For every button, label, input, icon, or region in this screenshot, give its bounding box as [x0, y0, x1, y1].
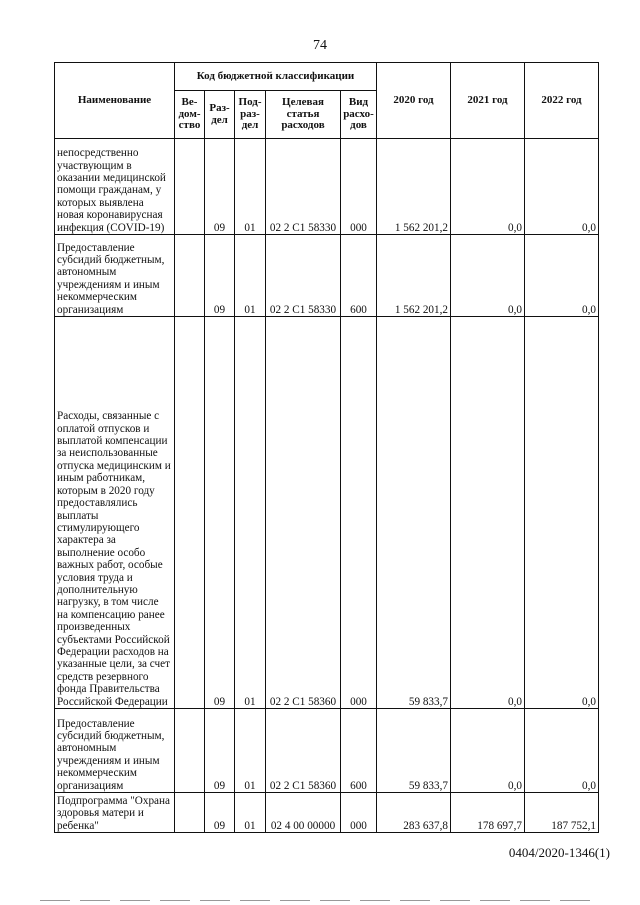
header-2020: 2020 год [377, 63, 451, 139]
row-2021: 178 697,7 [451, 793, 525, 833]
scan-edge-divider [40, 900, 600, 901]
header-target: Целевая статья расходов [266, 91, 341, 139]
row-2021: 0,0 [451, 235, 525, 317]
header-2022: 2022 год [525, 63, 599, 139]
row-podrazdel: 01 [235, 235, 266, 317]
row-podrazdel: 01 [235, 139, 266, 235]
table-row [55, 709, 599, 793]
header-code-group: Код бюджетной классификации [175, 63, 377, 91]
row-podrazdel: 01 [235, 317, 266, 709]
row-vid: 600 [341, 235, 377, 317]
row-2020: 283 637,8 [377, 793, 451, 833]
row-target: 02 2 С1 58330 [266, 139, 341, 235]
header-razdel: Раз-дел [205, 91, 235, 139]
row-vedomstvo [175, 139, 205, 235]
row-2020: 1 562 201,2 [377, 139, 451, 235]
row-vid: 000 [341, 317, 377, 709]
row-vid: 000 [341, 793, 377, 833]
row-razdel: 09 [205, 793, 235, 833]
header-vedomstvo: Ве-дом-ство [175, 91, 205, 139]
row-target: 02 2 С1 58360 [266, 709, 341, 793]
row-name: непосредственно участвующим в оказании медицинской помощи гражданам, у которых выявлена новая коронавирусная инфекция (COVID-19) [55, 139, 175, 235]
row-2022: 187 752,1 [525, 793, 599, 833]
row-vedomstvo [175, 235, 205, 317]
row-vedomstvo [175, 793, 205, 833]
row-vedomstvo [175, 709, 205, 793]
table-row [55, 317, 599, 709]
table-row [55, 139, 599, 235]
budget-table [54, 62, 599, 833]
row-target: 02 2 С1 58360 [266, 317, 341, 709]
table-row [55, 793, 599, 833]
row-2021: 0,0 [451, 139, 525, 235]
row-2021: 0,0 [451, 709, 525, 793]
row-podrazdel: 01 [235, 709, 266, 793]
row-razdel: 09 [205, 235, 235, 317]
row-razdel: 09 [205, 709, 235, 793]
header-name: Наименование [55, 63, 175, 139]
row-vedomstvo [175, 317, 205, 709]
row-2021: 0,0 [451, 317, 525, 709]
row-vid: 600 [341, 709, 377, 793]
document-code: 0404/2020-1346(1) [508, 845, 610, 860]
row-name: Предоставление субсидий бюджетным, автономным учреждениям и иным некоммерческим организациям [55, 709, 175, 793]
row-name: Расходы, связанные с оплатой отпусков и выплатой компенсации за неиспользованные отпуска медицинским и иным работникам, которым в 2020 году предоставлялись выплаты стимулирующего характера за выполнение особо важных работ, особые условия труда и дополнительную нагрузку, в том числе на компенсацию ранее произведенных субъектами Российской Федерации расходов на указанные цели, за счет средств резервного фонда Правительства Российской Федерации [55, 317, 175, 709]
row-2022: 0,0 [525, 709, 599, 793]
row-podrazdel: 01 [235, 793, 266, 833]
row-2022: 0,0 [525, 317, 599, 709]
row-vid: 000 [341, 139, 377, 235]
row-name: Предоставление субсидий бюджетным, автономным учреждениям и иным некоммерческим организациям [55, 235, 175, 317]
row-2020: 59 833,7 [377, 317, 451, 709]
page-number: 74 [313, 38, 327, 53]
header-2021: 2021 год [451, 63, 525, 139]
row-2020: 1 562 201,2 [377, 235, 451, 317]
row-2020: 59 833,7 [377, 709, 451, 793]
row-target: 02 4 00 00000 [266, 793, 341, 833]
row-2022: 0,0 [525, 235, 599, 317]
row-razdel: 09 [205, 317, 235, 709]
row-target: 02 2 С1 58330 [266, 235, 341, 317]
table-row [55, 235, 599, 317]
row-name: Подпрограмма "Охрана здоровья матери и ребенка" [55, 793, 175, 833]
header-vid: Вид расхо-дов [341, 91, 377, 139]
row-2022: 0,0 [525, 139, 599, 235]
header-podrazdel: Под-раз-дел [235, 91, 266, 139]
row-razdel: 09 [205, 139, 235, 235]
